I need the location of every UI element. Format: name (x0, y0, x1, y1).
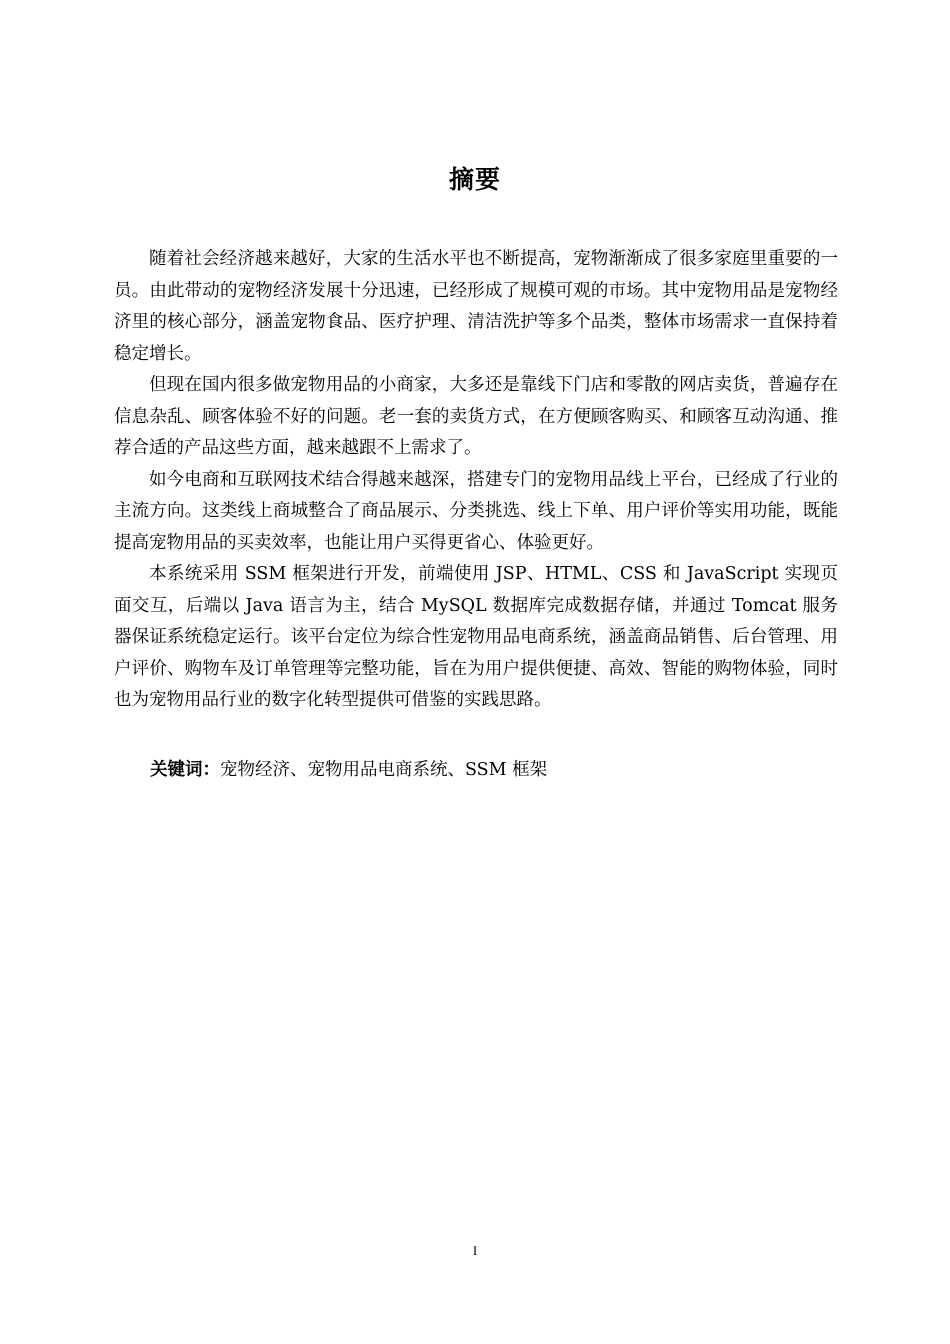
abstract-paragraph: 随着社会经济越来越好，大家的生活水平也不断提高，宠物渐渐成了很多家庭里重要的一员。由此带动的宠物经济发展十分迅速，已经形成了规模可观的市场。其中宠物用品是宠物经济里的核心部分，涵盖宠物食品、医疗护理、清洁洗护等多个品类，整体市场需求一直保持着稳定增长。 (114, 249, 838, 364)
keywords-value: 宠物经济、宠物用品电商系统、SSM 框架 (220, 760, 548, 780)
abstract-title: 摘要 (448, 165, 501, 194)
abstract-body (114, 244, 838, 717)
keywords-label: 关键词： (150, 760, 220, 780)
abstract-paragraph: 本系统采用 SSM 框架进行开发，前端使用 JSP、HTML、CSS 和 JavaScript 实现页面交互，后端以 Java 语言为主，结合 MySQL 数据库完成数据存储，并通过 Tomcat 服务器保证系统稳定运行。该平台定位为综合性宠物用品电商系统，涵盖商品销售、后台管理、用户评价、购物车及订单管理等完整功能，旨在为用户提供便捷、高效、智能的购物体验，同时也为宠物用品行业的数字化转型提供可借鉴的实践思路。 (114, 564, 838, 710)
page-number: I (472, 1243, 478, 1258)
abstract-paragraph: 但现在国内很多做宠物用品的小商家，大多还是靠线下门店和零散的网店卖货，普遍存在信息杂乱、顾客体验不好的问题。老一套的卖货方式，在方便顾客购买、和顾客互动沟通、推荐合适的产品这些方面，越来越跟不上需求了。 (114, 375, 838, 458)
abstract-paragraph: 如今电商和互联网技术结合得越来越深，搭建专门的宠物用品线上平台，已经成了行业的主流方向。这类线上商城整合了商品展示、分类挑选、线上下单、用户评价等实用功能，既能提高宠物用品的买卖效率，也能让用户买得更省心、体验更好。 (114, 469, 838, 553)
keywords-line (150, 755, 547, 787)
